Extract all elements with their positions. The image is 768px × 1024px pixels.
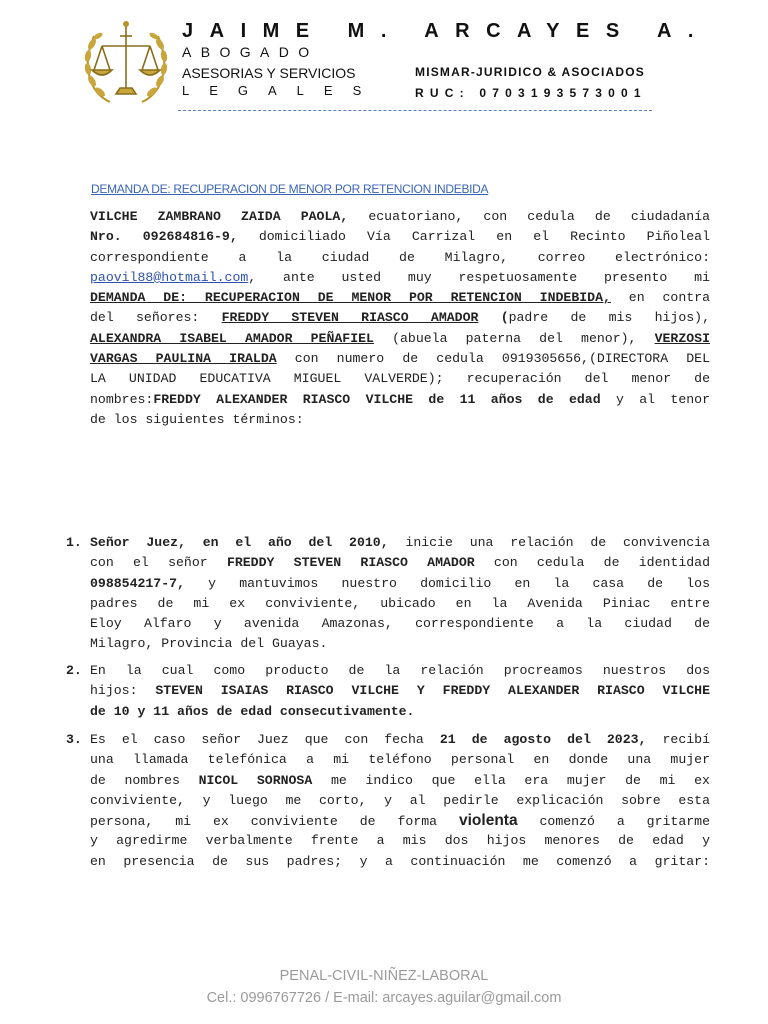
text-line: conviviente, y luego me corto, y al pedirle explicación sobre esta [90,792,710,808]
text-line [90,771,710,791]
text-line: correspondiente a la ciudad de Milagro, correo electrónico: [90,249,710,265]
text-run: Es el caso señor Juez que con fecha [90,732,440,747]
text-line: Milagro, Provincia del Guayas. [90,636,328,652]
text-run: ( [478,310,509,326]
text-line: de 10 y 11 años de edad consecutivamente. [90,703,415,719]
text-run: y mantuvimos nuestro domicilio en la casa de los [184,575,710,591]
defendant-director-name: VARGAS PAULINA IRALDA [90,351,277,367]
text-line: en presencia de sus padres; y a continuación me comenzó a gritar: [90,853,710,869]
text-line [90,574,710,594]
text-run: 21 de agosto del 2023, [439,732,647,747]
email-link[interactable]: paovil88@hotmail.com [90,269,249,285]
list-item-text [90,730,710,872]
text-run: domiciliado Vía Carrizal en el Recinto Piñoleal [237,229,710,245]
minor-name: FREDDY ALEXANDER RIASCO VILCHE de 11 años de edad [153,391,601,407]
text-line [90,288,710,308]
list-item [66,533,710,655]
text-line: una llamada telefónica a mi teléfono personal en donde una mujer [90,752,710,768]
text-run: 098854217-7, [90,575,185,591]
text-line [90,533,710,553]
text-run: , ante usted muy respetuosamente presento mi [248,269,710,285]
list-item [66,661,710,722]
text-line [90,349,710,369]
lawyer-profession: ABOGADO [182,44,319,60]
list-item [66,730,710,872]
defendant-grandmother: ALEXANDRA ISABEL AMADOR [90,330,311,346]
plaintiff-id: Nro. 092684816-9, [90,229,238,245]
intro-paragraph [90,207,710,430]
text-line: LA UNIDAD EDUCATIVA MIGUEL VALVERDE); recuperación del menor de [90,371,710,387]
footer-contact: Cel.: 0996767726 / E-mail: arcayes.aguilar@gmail.com [206,990,562,1006]
text-line: padres de mi ex conviviente, ubicado en la Avenida Piniac entre [90,595,710,611]
text-run: persona, mi ex conviviente de forma [90,814,459,830]
text-run: nombres: [90,391,154,407]
text-run: violenta [459,812,518,830]
text-run: con cedula de identidad [474,555,710,571]
text-run: (abuela paterna del menor), [373,330,655,346]
text-run: y al tenor [600,391,710,407]
footer-practice-areas: PENAL-CIVIL-NIÑEZ-LABORAL [279,968,489,984]
demand-type: DEMANDA DE: RECUPERACION DE MENOR POR RETENCION INDEBIDA, [90,290,611,306]
text-run: con el señor [90,555,227,571]
list-item-text [90,533,710,655]
text-run: Señor Juez, en el año del 2010, [90,535,389,550]
document-title: DEMANDA DE: RECUPERACION DE MENOR POR RETENCION INDEBIDA [91,182,489,196]
text-run: padre de mis hijos), [508,310,710,326]
text-line [90,227,710,247]
text-run: NICOL SORNOSA [198,772,313,788]
plaintiff-name: VILCHE ZAMBRANO ZAIDA PAOLA, [90,209,349,224]
text-run: STEVEN ISAIAS RIASCO VILCHE Y FREDDY ALEXANDER RIASCO VILCHE [155,683,710,699]
services-line-1: ASESORIAS Y SERVICIOS [182,65,356,81]
text-run: FREDDY STEVEN RIASCO AMADOR [226,555,475,571]
list-item-text [90,661,710,722]
text-line [90,308,710,328]
text-line: de los siguientes términos: [90,411,304,427]
header-divider [178,110,652,111]
text-line [90,207,710,227]
text-line: En la cual como producto de la relación procreamos nuestros dos [90,663,710,678]
text-run: del señores: [90,310,222,326]
text-run: con numero de cedula 0919305656,(DIRECTORA DEL [276,351,710,367]
text-line [90,681,710,701]
defendant-director: VERZOSI [654,330,710,346]
text-line: y agredirme verbalmente frente a mis dos hijos menores de edad y [90,833,710,849]
text-line [90,553,710,573]
text-line [90,811,710,831]
text-run: en contra [610,290,710,306]
text-line [90,329,710,349]
text-line: Eloy Alfaro y avenida Amazonas, correspondiente a la ciudad de [90,616,710,632]
list-number: 2. [66,663,82,678]
text-run: ecuatoriano, con cedula de ciudadanía [348,209,710,224]
firm-ruc: RUC: 0703193573001 [415,86,647,100]
list-number: 1. [66,535,82,550]
firm-name: MISMAR-JURIDICO & ASOCIADOS [415,65,645,79]
text-run: de nombres [90,772,199,788]
text-line [90,390,710,410]
scales-of-justice-laurel-icon [80,14,172,108]
text-run: hijos: [90,683,156,699]
list-number: 3. [66,732,82,747]
text-run: me indico que ella era mujer de mi ex [312,772,710,788]
text-run: recibí [646,732,710,747]
defendant-grandmother-surname: PEÑAFIEL [310,330,374,346]
services-line-2: LEGALES [182,83,382,98]
text-run: comenzó a gritarme [517,814,710,830]
text-run: inicie una relación de convivencia [388,535,711,550]
text-line [90,268,710,288]
lawyer-name: JAIME M. ARCAYES A. [182,20,710,42]
text-line [90,730,710,750]
defendant-father: FREDDY STEVEN RIASCO AMADOR [221,310,479,326]
